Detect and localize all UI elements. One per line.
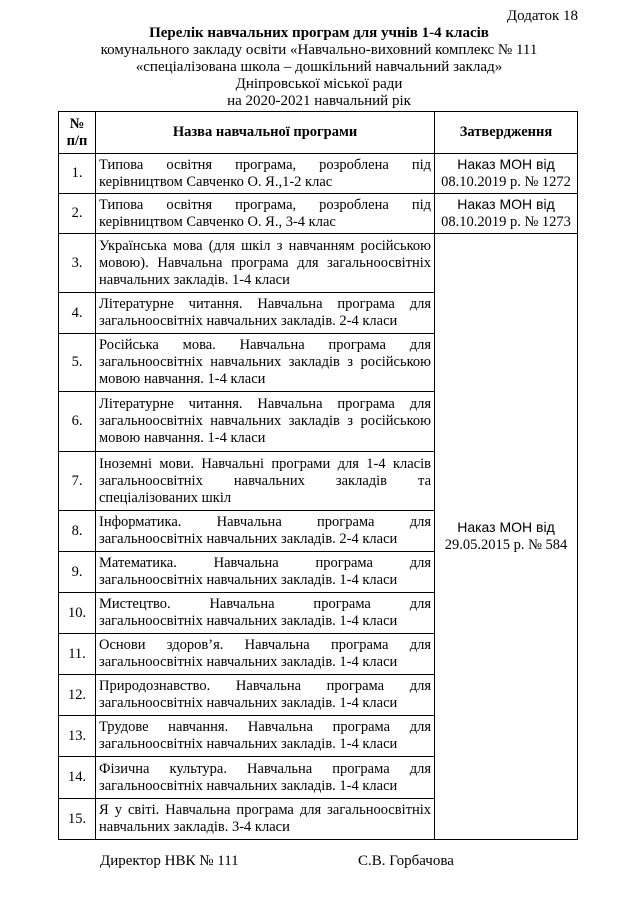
col-approval-header: Затвердження [435,112,578,154]
row-number: 9. [59,552,96,593]
row-number: 2. [59,194,96,234]
header-line-2: комунального закладу освіти «Навчально-виховний комплекс № 111 [100,42,538,58]
header-line-5: на 2020-2021 навчальний рік [227,93,411,109]
approval-line1: Наказ МОН від [457,156,555,172]
row-number: 13. [59,716,96,757]
approval-line1: Наказ МОН від [457,196,555,212]
approval-cell [435,234,578,840]
program-name: Трудове навчання. Навчальна програма для загальноосвітніх навчальних закладів. 1-4 класи [96,716,435,757]
row-number: 4. [59,293,96,334]
program-name: Типова освітня програма, розроблена під керівництвом Савченко О. Я., 3-4 клас [96,194,435,234]
row-number: 12. [59,675,96,716]
signatory-name: С.В. Горбачова [358,853,454,869]
approval-line2: 29.05.2015 р. № 584 [444,537,568,553]
table-row [59,154,578,194]
document-header [0,25,638,110]
program-name: Я у світі. Навчальна програма для загальноосвітніх навчальних закладів. 3-4 класи [96,799,435,840]
row-number: 14. [59,757,96,799]
row-number: 5. [59,334,96,392]
header-line-4: Дніпровської міської ради [235,76,403,92]
appendix-label: Додаток 18 [506,8,578,24]
row-number: 8. [59,511,96,552]
document-title: Перелік навчальних програм для учнів 1-4 класів [149,25,489,41]
program-name: Природознавство. Навчальна програма для загальноосвітніх навчальних закладів. 1-4 класи [96,675,435,716]
program-name: Типова освітня програма, розроблена під керівництвом Савченко О. Я.,1-2 клас [96,154,435,194]
table-row [59,194,578,234]
program-name: Українська мова (для шкіл з навчанням російською мовою). Навчальна програма для загальноосвітніх навчальних закладів. 1-4 класи [96,234,435,293]
row-number: 11. [59,634,96,675]
table-row [59,234,578,293]
approval-line1: Наказ МОН від [457,519,555,535]
program-name: Фізична культура. Навчальна програма для загальноосвітніх навчальних закладів. 1-4 класи [96,757,435,799]
signature-position: Директор НВК № 111 [100,853,239,869]
col-number-header-line1: № [69,115,85,132]
header-line-3: «спеціалізована школа – дошкільний навчальний заклад» [135,59,503,75]
row-number: 3. [59,234,96,293]
row-number: 6. [59,392,96,452]
approval-cell [435,154,578,194]
program-name: Російська мова. Навчальна програма для загальноосвітніх навчальних закладів з російською мовою навчання. 1-4 класи [96,334,435,392]
row-number: 15. [59,799,96,840]
program-name: Інформатика. Навчальна програма для загальноосвітніх навчальних закладів. 2-4 класи [96,511,435,552]
row-number: 10. [59,593,96,634]
program-name: Основи здоров’я. Навчальна програма для загальноосвітніх навчальних закладів. 1-4 класи [96,634,435,675]
program-name: Мистецтво. Навчальна програма для загальноосвітніх навчальних закладів. 1-4 класи [96,593,435,634]
approval-line2: 08.10.2019 р. № 1272 [441,174,571,190]
col-number-header [59,112,96,154]
table-header-row [59,112,578,154]
row-number: 1. [59,154,96,194]
program-name: Літературне читання. Навчальна програма для загальноосвітніх навчальних закладів з російською мовою навчання. 1-4 класи [96,392,435,452]
col-number-header-line2: п/п [66,132,88,149]
col-name-header: Назва навчальної програми [96,112,435,154]
program-name: Іноземні мови. Навчальні програми для 1-4 класів загальноосвітніх навчальних закладів та спеціалізованих шкіл [96,452,435,511]
row-number: 7. [59,452,96,511]
approval-cell [435,194,578,234]
program-name: Математика. Навчальна програма для загальноосвітніх навчальних закладів. 1-4 класи [96,552,435,593]
programs-table [58,111,578,840]
program-name: Літературне читання. Навчальна програма для загальноосвітніх навчальних закладів. 2-4 класи [96,293,435,334]
approval-line2: 08.10.2019 р. № 1273 [441,214,571,230]
